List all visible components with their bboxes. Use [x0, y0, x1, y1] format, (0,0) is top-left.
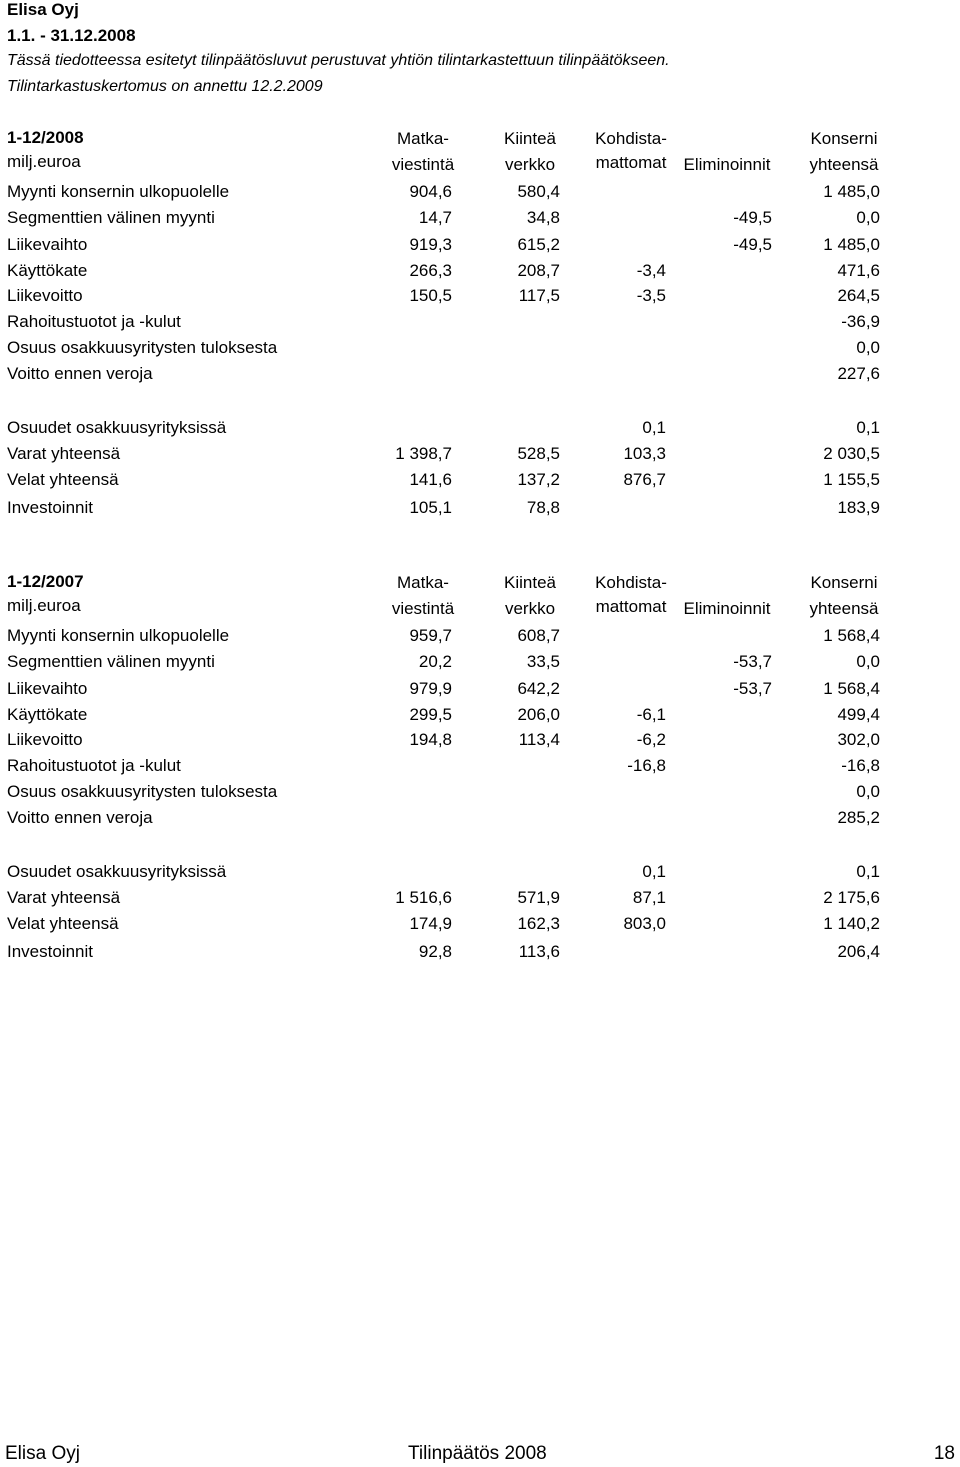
- row-label: Velat yhteensä: [7, 914, 119, 933]
- cell-c1: 141,6: [409, 470, 452, 489]
- cell-c5: -16,8: [841, 756, 880, 775]
- cell-c4: -53,7: [733, 679, 772, 698]
- column-header-c3-line1: Kohdista-: [595, 573, 667, 592]
- column-header-c5-line2: yhteensä: [809, 155, 879, 174]
- cell-c3: 87,1: [632, 888, 666, 907]
- report-period: 1.1. - 31.12.2008: [7, 26, 136, 45]
- table-row: [0, 942, 960, 964]
- row-label: Rahoitustuotot ja -kulut: [7, 312, 181, 331]
- section-title: 1-12/2008: [7, 128, 84, 147]
- section-title: 1-12/2007: [7, 572, 84, 591]
- table-row: [0, 498, 960, 520]
- table-row: [0, 862, 960, 884]
- cell-c3: 0,1: [642, 418, 666, 437]
- cell-c3: 103,3: [623, 444, 666, 463]
- cell-c5: 2 175,6: [823, 888, 880, 907]
- cell-c2: 615,2: [517, 235, 560, 254]
- column-header-c4-line2: Eliminoinnit: [683, 155, 771, 174]
- row-label: Osuus osakkuusyritysten tuloksesta: [7, 782, 278, 801]
- cell-c5: 0,0: [856, 338, 880, 357]
- page-number: 18: [933, 1443, 955, 1464]
- cell-c4: -49,5: [733, 235, 772, 254]
- cell-c5: 206,4: [837, 942, 880, 961]
- cell-c1: 919,3: [409, 235, 452, 254]
- cell-c5: 0,0: [856, 782, 880, 801]
- cell-c1: 904,6: [409, 182, 452, 201]
- cell-c5: -36,9: [841, 312, 880, 331]
- column-header-c3-line2: mattomat: [595, 597, 667, 616]
- cell-c1: 92,8: [418, 942, 452, 961]
- table-row: [0, 834, 960, 856]
- cell-c2: 206,0: [517, 705, 560, 724]
- cell-c2: 580,4: [517, 182, 560, 201]
- cell-c5: 0,0: [856, 208, 880, 227]
- cell-c1: 14,7: [418, 208, 452, 227]
- row-label: Varat yhteensä: [7, 444, 121, 463]
- cell-c1: 959,7: [409, 626, 452, 645]
- table-row: [0, 390, 960, 412]
- cell-c5: 499,4: [837, 705, 880, 724]
- audit-note: Tässä tiedotteessa esitetyt tilinpäätösluvut perustuvat yhtiön tilintarkastettuun tilinpäätökseen.: [7, 52, 670, 69]
- table-row: [0, 730, 960, 752]
- cell-c2: 33,5: [526, 652, 560, 671]
- cell-c3: -6,1: [636, 705, 666, 724]
- table-row: [0, 705, 960, 727]
- cell-c5: 183,9: [837, 498, 880, 517]
- column-header-c3-line1: Kohdista-: [595, 129, 667, 148]
- table-row: [0, 782, 960, 804]
- unit-label: milj.euroa: [7, 152, 81, 171]
- row-label: Myynti konsernin ulkopuolelle: [7, 626, 230, 645]
- column-header-c5-line1: Konserni: [810, 129, 878, 148]
- row-label: Myynti konsernin ulkopuolelle: [7, 182, 230, 201]
- column-header-c2-line2: verkko: [504, 599, 556, 618]
- cell-c1: 20,2: [418, 652, 452, 671]
- table-row: [0, 235, 960, 257]
- row-label: Investoinnit: [7, 942, 93, 961]
- cell-c5: 0,0: [856, 652, 880, 671]
- row-label: Käyttökate: [7, 261, 88, 280]
- cell-c2: 78,8: [526, 498, 560, 517]
- cell-c4: -53,7: [733, 652, 772, 671]
- cell-c2: 34,8: [526, 208, 560, 227]
- table-row: [0, 338, 960, 360]
- table-row: [0, 756, 960, 778]
- row-label: Osuudet osakkuusyrityksissä: [7, 418, 227, 437]
- table-row: [0, 208, 960, 230]
- cell-c2: 642,2: [517, 679, 560, 698]
- column-header-c5-line1: Konserni: [810, 573, 878, 592]
- table-row: [0, 652, 960, 674]
- column-header-c2-line2: verkko: [504, 155, 556, 174]
- cell-c2: 528,5: [517, 444, 560, 463]
- column-header-c1-line1: Matka-: [397, 129, 449, 148]
- cell-c3: -3,4: [636, 261, 666, 280]
- row-label: Velat yhteensä: [7, 470, 119, 489]
- row-label: Liikevoitto: [7, 286, 83, 305]
- column-header-c4-line2: Eliminoinnit: [683, 599, 771, 618]
- table-row: [0, 182, 960, 204]
- column-header-c2-line1: Kiinteä: [504, 129, 556, 148]
- cell-c3: 0,1: [642, 862, 666, 881]
- cell-c5: 264,5: [837, 286, 880, 305]
- footer-company: Elisa Oyj: [5, 1443, 80, 1464]
- table-row: [0, 888, 960, 910]
- cell-c3: -3,5: [636, 286, 666, 305]
- cell-c2: 113,6: [518, 942, 560, 961]
- table-row: [0, 312, 960, 334]
- audit-report-date: Tilintarkastuskertomus on annettu 12.2.2009: [7, 78, 323, 95]
- table-row: [0, 470, 960, 492]
- cell-c5: 302,0: [837, 730, 880, 749]
- table-row: [0, 914, 960, 936]
- unit-label: milj.euroa: [7, 596, 81, 615]
- table-row: [0, 418, 960, 440]
- cell-c1: 174,9: [409, 914, 452, 933]
- table-row: [0, 808, 960, 830]
- cell-c2: 117,5: [518, 286, 560, 305]
- column-header-c2-line1: Kiinteä: [504, 573, 556, 592]
- cell-c5: 227,6: [837, 364, 880, 383]
- row-label: Segmenttien välinen myynti: [7, 652, 215, 671]
- column-header-c1-line2: viestintä: [391, 155, 455, 174]
- cell-c2: 137,2: [517, 470, 560, 489]
- cell-c1: 194,8: [409, 730, 452, 749]
- cell-c3: -16,8: [627, 756, 666, 775]
- cell-c2: 208,7: [517, 261, 560, 280]
- cell-c1: 979,9: [409, 679, 452, 698]
- cell-c1: 150,5: [409, 286, 452, 305]
- cell-c5: 2 030,5: [823, 444, 880, 463]
- table-row: [0, 679, 960, 701]
- cell-c1: 299,5: [409, 705, 452, 724]
- cell-c5: 1 155,5: [823, 470, 880, 489]
- company-name: Elisa Oyj: [7, 0, 79, 19]
- cell-c5: 1 140,2: [823, 914, 880, 933]
- cell-c4: -49,5: [733, 208, 772, 227]
- cell-c1: 105,1: [409, 498, 452, 517]
- row-label: Liikevoitto: [7, 730, 83, 749]
- row-label: Varat yhteensä: [7, 888, 121, 907]
- row-label: Liikevaihto: [7, 235, 88, 254]
- table-row: [0, 626, 960, 648]
- row-label: Osuudet osakkuusyrityksissä: [7, 862, 227, 881]
- cell-c5: 1 485,0: [823, 235, 880, 254]
- cell-c2: 608,7: [517, 626, 560, 645]
- row-label: Liikevaihto: [7, 679, 88, 698]
- cell-c2: 571,9: [517, 888, 560, 907]
- row-label: Voitto ennen veroja: [7, 808, 153, 827]
- cell-c5: 1 485,0: [823, 182, 880, 201]
- cell-c5: 0,1: [856, 418, 880, 437]
- cell-c1: 1 516,6: [395, 888, 452, 907]
- cell-c3: 876,7: [623, 470, 666, 489]
- cell-c3: -6,2: [636, 730, 666, 749]
- column-header-c3-line2: mattomat: [595, 153, 667, 172]
- row-label: Voitto ennen veroja: [7, 364, 153, 383]
- cell-c1: 266,3: [409, 261, 452, 280]
- cell-c5: 0,1: [856, 862, 880, 881]
- table-row: [0, 261, 960, 283]
- cell-c5: 471,6: [837, 261, 880, 280]
- row-label: Käyttökate: [7, 705, 88, 724]
- cell-c1: 1 398,7: [395, 444, 452, 463]
- cell-c3: 803,0: [623, 914, 666, 933]
- cell-c5: 1 568,4: [823, 626, 880, 645]
- row-label: Rahoitustuotot ja -kulut: [7, 756, 181, 775]
- row-label: Osuus osakkuusyritysten tuloksesta: [7, 338, 278, 357]
- column-header-c1-line2: viestintä: [391, 599, 455, 618]
- table-row: [0, 286, 960, 308]
- cell-c2: 113,4: [518, 730, 560, 749]
- table-row: [0, 364, 960, 386]
- row-label: Segmenttien välinen myynti: [7, 208, 215, 227]
- column-header-c5-line2: yhteensä: [809, 599, 879, 618]
- column-header-c1-line1: Matka-: [397, 573, 449, 592]
- footer-title: Tilinpäätös 2008: [408, 1443, 547, 1464]
- cell-c5: 285,2: [837, 808, 880, 827]
- row-label: Investoinnit: [7, 498, 93, 517]
- cell-c5: 1 568,4: [823, 679, 880, 698]
- table-row: [0, 444, 960, 466]
- cell-c2: 162,3: [517, 914, 560, 933]
